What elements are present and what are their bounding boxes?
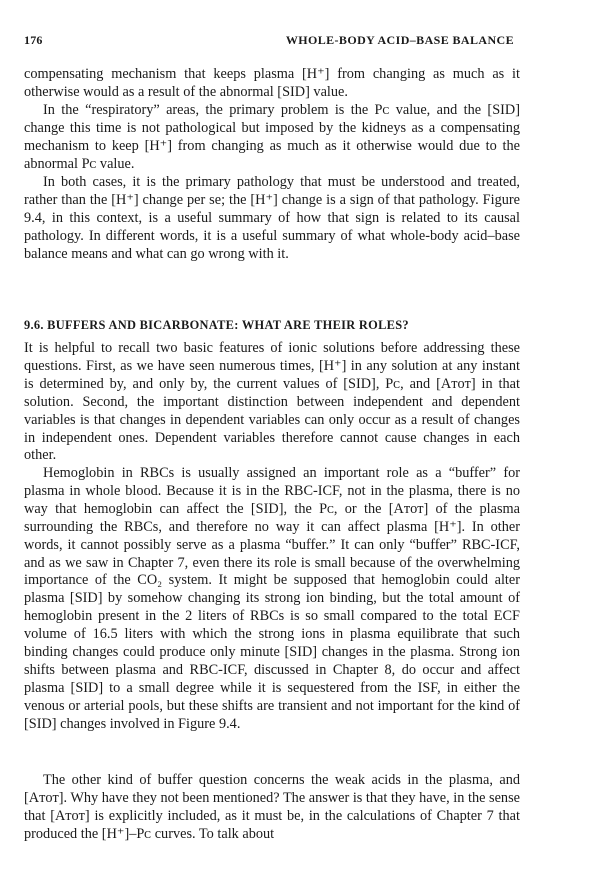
running-head: WHOLE-BODY ACID–BASE BALANCE bbox=[285, 33, 514, 47]
paragraph-continuation: compensating mechanism that keeps plasma [H⁺] from changing as much as it otherwise would as a result of the abnormal [SID] value. bbox=[24, 66, 520, 100]
paragraph-respiratory: In the “respiratory” areas, the primary problem is the Pᴄ value, and the [SID] change this time is not pathological but imposed by the kidneys as a compensating mechanism to keep [H⁺] from changing as much as it otherwise would due to the abnormal Pᴄ value. bbox=[24, 102, 520, 172]
section-heading: 9.6. BUFFERS AND BICARBONATE: WHAT ARE THEIR ROLES? bbox=[24, 318, 409, 332]
paragraph-hemoglobin: Hemoglobin in RBCs is usually assigned an important role as a “buffer” for plasma in whole blood. Because it is in the RBC-ICF, not in the plasma, there is no way that hemoglobin can affect the [SID], the Pᴄ, or the [Aᴛᴏᴛ] of the plasma surrounding the RBCs, and therefore no way it can affect plasma [H⁺]. In other words, it cannot possibly serve as a plasma “buffer.” It can only “buffer” RBC-ICF, and as we saw in Chapter 7, even there its role is small because of the overwhelming importance of the CO₂ system. It might be supposed that hemoglobin could alter plasma [SID] by somehow changing its strong ion binding, but the total amount of hemoglobin present in the 2 liters of RBCs is so small compared to the total ECF volume of 16.5 liters with which the strong ions in plasma equilibrate that such binding changes could produce only minute [SID] changes in the plasma. Strong ion shifts between plasma and RBC-ICF, discussed in Chapter 8, do occur and affect plasma [SID] to a small degree while it is sequestered from the ISF, in either the venous or arterial pools, but these shifts are transient and not important for the kind of [SID] changes involved in Figure 9.4. bbox=[24, 465, 520, 732]
paragraph-ionic-solutions: It is helpful to recall two basic features of ionic solutions before addressing these questions. First, as we have seen numerous times, [H⁺] in any solution at any instant is determined by, and only by, the current values of [SID], Pᴄ, and [Aᴛᴏᴛ] in that solution. Second, the important distinction between independent and dependent variables is that changes in dependent variables can only occur as a result of changes in independent ones. Dependent variables therefore cannot cause changes in each other. bbox=[24, 340, 520, 464]
page-header bbox=[24, 33, 514, 51]
paragraph-weak-acids: The other kind of buffer question concerns the weak acids in the plasma, and [Aᴛᴏᴛ]. Why have they not been mentioned? The answer is that they have, in the sense that [Aᴛᴏᴛ] is explicitly included, as it must be, in the calculations of Chapter 7 that produced the [H⁺]–Pᴄ curves. To talk about bbox=[24, 772, 520, 842]
paragraph-both-cases: In both cases, it is the primary pathology that must be understood and treated, rather than the [H⁺] change per se; the [H⁺] change is a sign of that pathology. Figure 9.4, in this context, is a useful summary of how that sign is related to its causal pathology. In different words, it is a useful summary of what whole-body acid–base balance means and what can go wrong with it. bbox=[24, 174, 520, 262]
page-number: 176 bbox=[24, 33, 43, 47]
